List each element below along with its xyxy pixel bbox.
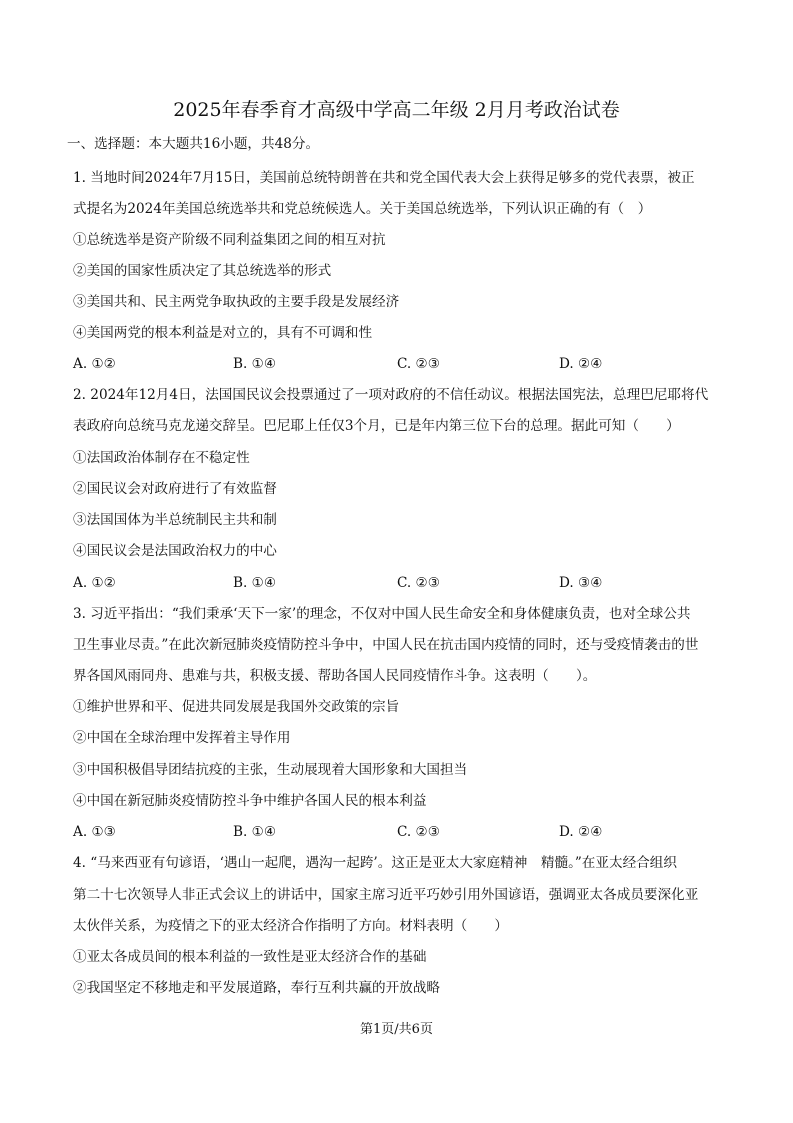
option-c[interactable]: C. ②③ — [397, 824, 440, 840]
option-a[interactable]: A. ①③ — [73, 824, 116, 840]
question-1-stem-line-1: 1. 当地时间2024年7月15日，美国前总统特朗普在共和党全国代表大会上获得足够多的党代表票，被正 — [73, 170, 695, 186]
page-footer: 第1页/共6页 — [360, 1022, 433, 1037]
option-a[interactable]: A. ①② — [73, 356, 116, 372]
question-2-stem-line-2: 表政府向总统马克龙递交辞呈。巴尼耶上任仅3个月，已是年内第三位下台的总理。据此可知（ ） — [73, 418, 680, 434]
question-4-item-2: ②我国坚定不移地走和平发展道路，奉行互利共赢的开放战略 — [73, 980, 441, 996]
question-3-stem-line-1: 3. 习近平指出：“我们秉承‘天下一家’的理念，不仅对中国人民生命安全和身体健康负责，也对全球公共 — [73, 606, 691, 622]
option-d[interactable]: D. ②④ — [559, 824, 603, 840]
question-4-stem-line-2: 第二十七次领导人非正式会议上的讲话中，国家主席习近平巧妙引用外国谚语，强调亚太各成员要深化亚 — [73, 887, 699, 903]
question-3-stem-line-2: 卫生事业尽责。”在此次新冠肺炎疫情防控斗争中，中国人民在抗击国内疫情的同时，还与受疫情袭击的世 — [73, 637, 699, 653]
section-heading: 一、选择题：本大题共16小题，共48分。 — [67, 136, 320, 152]
question-1-item-3: ③美国共和、民主两党争取执政的主要手段是发展经济 — [73, 294, 400, 310]
option-c[interactable]: C. ②③ — [397, 356, 440, 372]
exam-title: 2025年春季育才高级中学高二年级 2月月考政治试卷 — [173, 99, 620, 121]
question-1-item-4: ④美国两党的根本利益是对立的，具有不可调和性 — [73, 325, 373, 341]
question-1-item-2: ②美国的国家性质决定了其总统选举的形式 — [73, 263, 332, 279]
question-3-item-3: ③中国积极倡导团结抗疫的主张，生动展现着大国形象和大国担当 — [73, 762, 468, 778]
question-2-options — [73, 572, 723, 594]
option-d[interactable]: D. ②④ — [559, 356, 603, 372]
question-3-item-2: ②中国在全球治理中发挥着主导作用 — [73, 730, 291, 746]
question-1-stem-line-2: 式提名为2024年美国总统选举共和党总统候选人。关于美国总统选举，下列认识正确的有（ ） — [73, 201, 652, 217]
question-2-stem-line-1: 2. 2024年12月4日，法国国民议会投票通过了一项对政府的不信任动议。根据法国宪法，总理巴尼耶将代 — [73, 387, 709, 403]
question-3-item-4: ④中国在新冠肺炎疫情防控斗争中维护各国人民的根本利益 — [73, 793, 427, 809]
question-3-item-1: ①维护世界和平、促进共同发展是我国外交政策的宗旨 — [73, 699, 400, 715]
option-b[interactable]: B. ①④ — [233, 575, 277, 591]
question-2-item-4: ④国民议会是法国政治权力的中心 — [73, 543, 277, 559]
option-b[interactable]: B. ①④ — [233, 824, 277, 840]
option-b[interactable]: B. ①④ — [233, 356, 277, 372]
option-d[interactable]: D. ③④ — [559, 575, 603, 591]
question-1-options — [73, 353, 723, 375]
question-4-stem-line-3: 太伙伴关系，为疫情之下的亚太经济合作指明了方向。材料表明（ ） — [73, 918, 508, 934]
question-1-item-1: ①总统选举是资产阶级不同利益集团之间的相互对抗 — [73, 232, 386, 248]
question-3-stem-line-3: 界各国风雨同舟、患难与共，积极支援、帮助各国人民同疫情作斗争。这表明（ ）。 — [73, 668, 597, 684]
question-2-item-1: ①法国政治体制存在不稳定性 — [73, 450, 250, 466]
option-a[interactable]: A. ①② — [73, 575, 116, 591]
question-4-item-1: ①亚太各成员间的根本利益的一致性是亚太经济合作的基础 — [73, 949, 427, 965]
question-2-item-2: ②国民议会对政府进行了有效监督 — [73, 481, 277, 497]
option-c[interactable]: C. ②③ — [397, 575, 440, 591]
question-3-options — [73, 821, 723, 843]
question-2-item-3: ③法国国体为半总统制民主共和制 — [73, 512, 277, 528]
question-4-stem-line-1: 4. “马来西亚有句谚语，‘遇山一起爬，遇沟一起跨’。这正是亚太大家庭精神 精髓。”在亚太经合组织 — [73, 855, 677, 871]
